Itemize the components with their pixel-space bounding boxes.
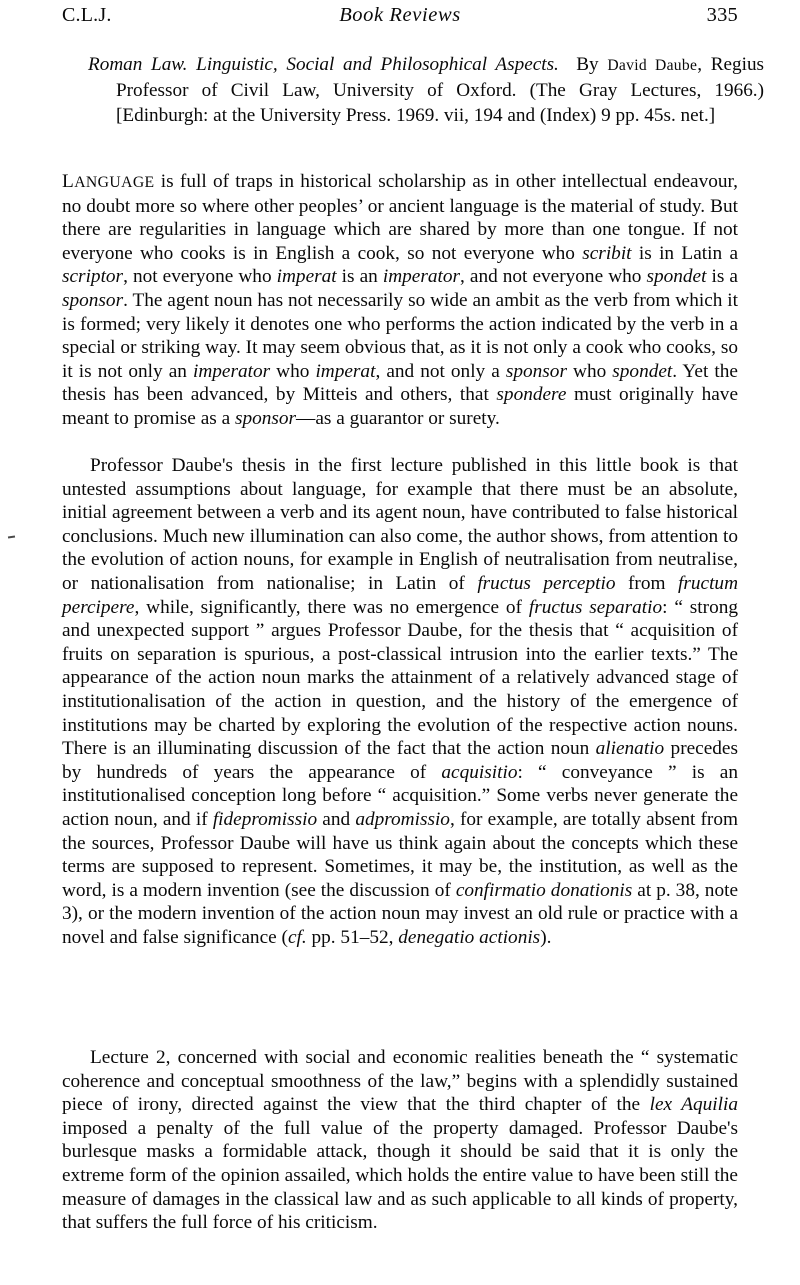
paragraph-1-text [62, 170, 738, 431]
paragraph-3 [62, 1046, 738, 1235]
citation-details: , Regius Professor of Civil Law, University of Oxford. (The Gray Lectures, 1966.) [Edinburgh: at the University Press. 1969. vii, 194 and (Index) 9 pp. 45s. net.] [116, 54, 764, 127]
paragraph-1-body: is full of traps in historical scholarship as in other intellectual endeavour, no doubt more so where other peoples’ or ancient language is the material of study. But there are regularities in language which are shared by more than one tongue. If not everyone who cooks is in English a cook, so not everyone who scribit is in Latin a scriptor, not everyone who imperat is an imperator, and not everyone who spondet is a sponsor. The agent noun has not necessarily so wide an ambit as the verb from which it is formed; very likely it denotes one who performs the action indicated by the verb in a special or striking way. It may seem obvious that, as it is not only a cook who cooks, so it is not only an imperator who imperat, and not only a sponsor who spondet. Yet the thesis has been advanced, by Mitteis and others, that spondere must originally have meant to promise as a sponsor—as a guarantor or surety. [62, 171, 739, 429]
author-name: David Daube [607, 57, 698, 74]
citation-by-word: By [576, 54, 599, 75]
journal-abbreviation: C.L.J. [62, 4, 112, 26]
scan-speck [8, 536, 15, 539]
paragraph-3-text: Lecture 2, concerned with social and economic realities beneath the “ systematic coherence and conceptual smoothness of the law,” begins with a splendidly sustained piece of irony, directed against the view that the third chapter of the lex Aquilia imposed a penalty of the full value of the property damaged. Professor Daube's burlesque masks a formidable attack, though it should be said that it is only the extreme form of the opinion assailed, which holds the entire value to have been still the measure of damages in the classical law and as such applicable to all kinds of property, that suffers the full force of his criticism. [62, 1047, 738, 1234]
citation-by [559, 54, 576, 75]
paragraph-2 [62, 454, 738, 949]
paragraph-1 [62, 170, 738, 431]
paragraph-2-text: Professor Daube's thesis in the first lecture published in this little book is that untested assumptions about language, for example that there must be an absolute, initial agreement between a verb and its agent noun, have contributed to false historical conclusions. Much new illumination can also come, the author shows, from attention to the evolution of action nouns, for example in English of neutralisation from neutralise, or nationalisation from nationalise; in Latin of fructus perceptio from fructum percipere, while, significantly, there was no emergence of fructus separatio: “ strong and unexpected support ” argues Professor Daube, for the thesis that “ acquisition of fruits on separation is spurious, a post-classical intrusion into the earlier texts.” The appearance of the action noun marks the attainment of a relatively advanced stage of institutionalisation of the action in question, and the history of the emergence of institutions may be charted by exploring the evolution of the respective action nouns. There is an illuminating discussion of the fact that the action noun alienatio precedes by hundreds of years the appearance of acquisitio: “ conveyance ” is an institutionalised conception long before “ acquisition.” Some verbs never generate the action noun, and if fidepromissio and adpromissio, for example, are totally absent from the sources, Professor Daube will have us think again about the concepts which these terms are supposed to represent. Sometimes, it may be, the institution, as well as the word, is a modern invention (see the discussion of confirmatio donationis at p. 38, note 3), or the modern invention of the action noun may invest an old rule or practice with a novel and false significance (cf. pp. 51–52, denegatio actionis). [62, 455, 738, 948]
running-head [62, 4, 738, 34]
opening-smallcaps-word: LANGUAGE [62, 171, 155, 192]
book-title: Roman Law. Linguistic, Social and Philosophical Aspects. [88, 54, 559, 75]
section-title: Book Reviews [339, 4, 461, 26]
book-citation [88, 52, 764, 129]
page-number: 335 [706, 4, 738, 26]
